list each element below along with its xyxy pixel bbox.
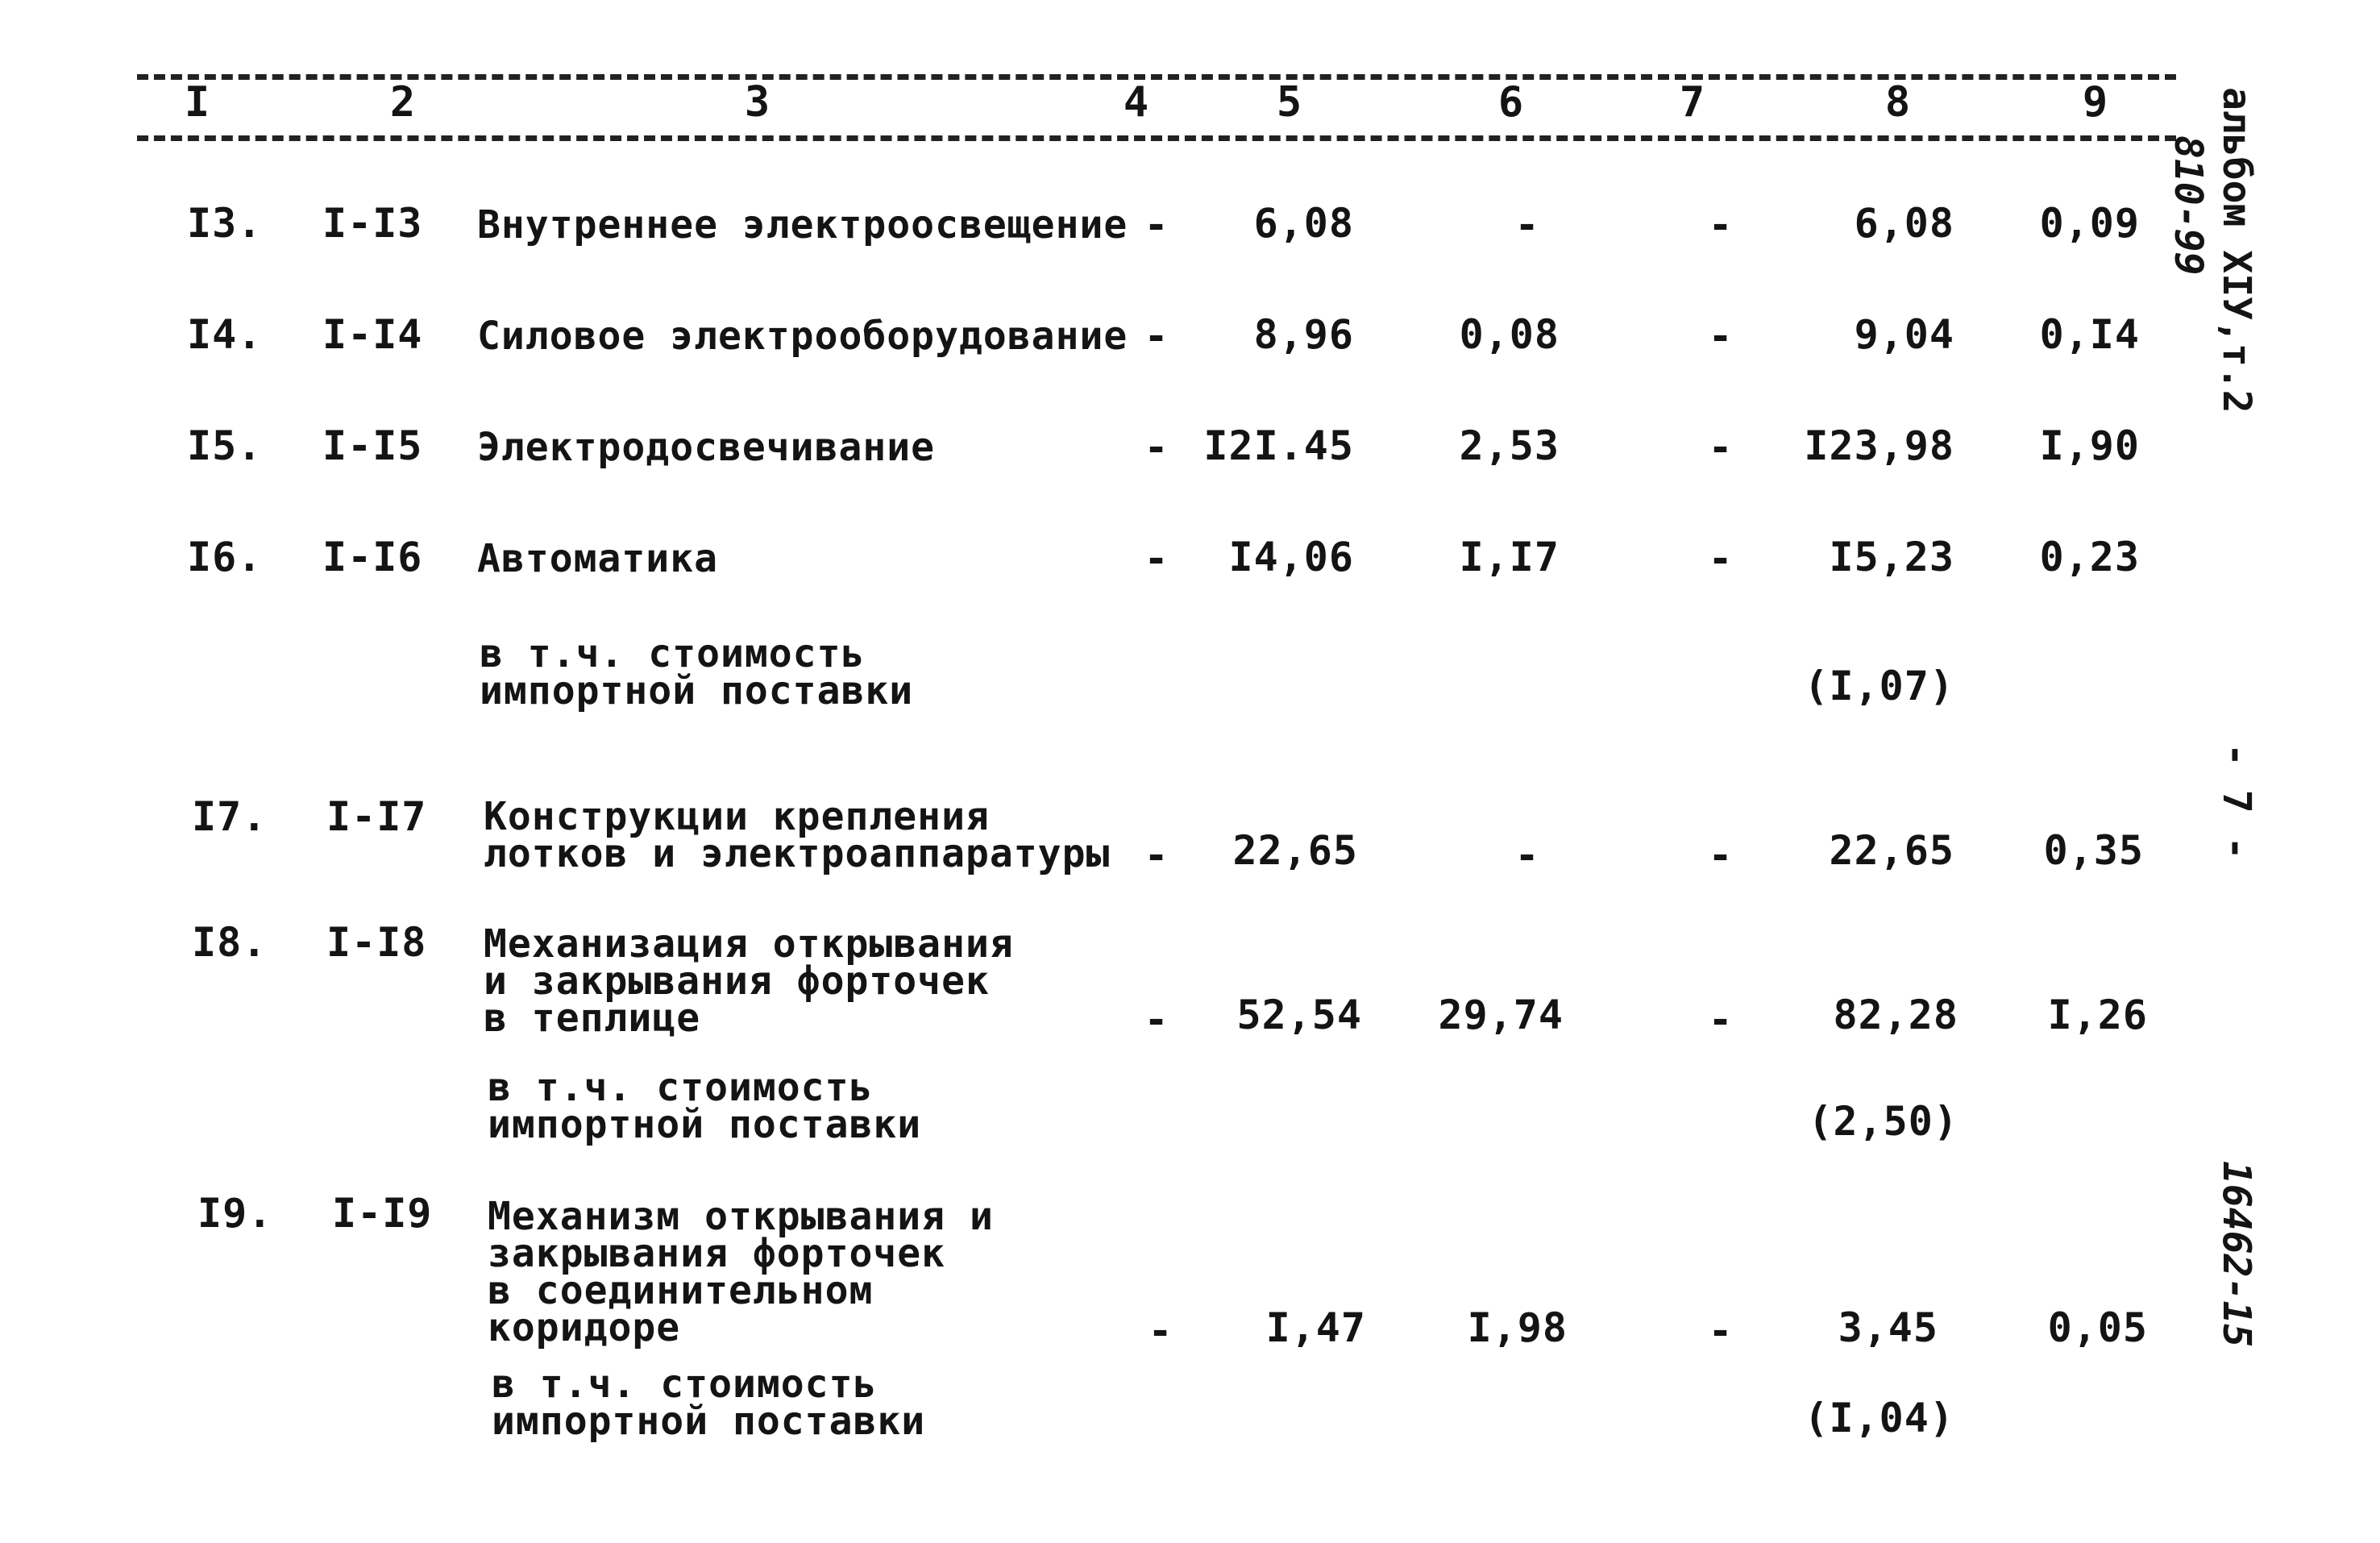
row-17-col7: -	[1708, 832, 1734, 879]
row-13-col6: -	[1514, 202, 1540, 248]
row-14-col8: 9,04	[1854, 311, 1954, 358]
row-17-name-line-2: лотков и электроаппаратуры	[484, 831, 1111, 876]
row-18-import-cost: (2,50)	[1808, 1098, 1958, 1145]
row-16-col8: I5,23	[1829, 534, 1954, 580]
row-18-col9: I,26	[2047, 992, 2148, 1038]
row-14-name: Силовое электрооборудование	[477, 314, 1128, 359]
row-15-col9: I,90	[2039, 422, 2140, 469]
table-header-top-rule	[137, 74, 2176, 80]
row-18-code: I-I8	[326, 919, 427, 966]
row-19-name-line-4: коридоре	[488, 1305, 681, 1350]
row-19-col7: -	[1708, 1308, 1734, 1354]
margin-page-number: - 7 -	[2214, 743, 2259, 860]
row-17-col9: 0,35	[2043, 827, 2144, 874]
column-number-9: 9	[2082, 78, 2109, 127]
row-18-col5: 52,54	[1236, 992, 1362, 1038]
row-17-col8: 22,65	[1829, 827, 1954, 874]
row-13-col4: -	[1144, 202, 1169, 248]
row-16-note-line-2: импортной поставки	[480, 668, 914, 713]
row-18-name-line-3: в теплице	[484, 996, 701, 1041]
row-15-col7: -	[1708, 424, 1734, 471]
row-16-name: Автоматика	[477, 536, 718, 581]
row-19-col8: 3,45	[1838, 1304, 1938, 1351]
row-19-col5: I,47	[1265, 1304, 1366, 1351]
row-16-col9: 0,23	[2039, 534, 2140, 580]
row-13-col8: 6,08	[1854, 200, 1954, 247]
row-19-name-line-1: Механизм открывания и	[488, 1194, 994, 1239]
column-number-7: 7	[1679, 78, 1706, 127]
row-19-col6: I,98	[1467, 1304, 1568, 1351]
margin-series-number: 810-99	[2166, 135, 2211, 276]
row-19-name-line-2: закрывания форточек	[488, 1231, 946, 1276]
row-18-col7: -	[1708, 996, 1734, 1043]
row-16-code: I-I6	[322, 534, 423, 580]
row-18-number: I8.	[192, 919, 268, 966]
row-15-number: I5.	[187, 422, 263, 469]
row-13-col7: -	[1708, 202, 1734, 248]
row-15-name: Электродосвечивание	[477, 425, 936, 470]
row-19-col4: -	[1148, 1308, 1173, 1354]
row-17-code: I-I7	[326, 793, 427, 840]
row-15-code: I-I5	[322, 422, 423, 469]
row-16-col4: -	[1144, 535, 1169, 582]
row-19-number: I9.	[197, 1190, 273, 1237]
row-14-col7: -	[1708, 313, 1734, 360]
column-number-2: 2	[389, 78, 417, 127]
row-17-name-line-1: Конструкции крепления	[484, 794, 990, 839]
row-19-import-cost: (I,04)	[1804, 1395, 1954, 1441]
row-16-col6: I,I7	[1459, 534, 1560, 580]
row-14-col4: -	[1144, 313, 1169, 360]
row-19-col9: 0,05	[2047, 1304, 2148, 1351]
row-14-col5: 8,96	[1253, 311, 1354, 358]
row-16-import-cost: (I,07)	[1804, 663, 1954, 709]
row-18-col6: 29,74	[1438, 992, 1564, 1038]
row-13-name: Внутреннее электроосвещение	[477, 202, 1128, 247]
row-17-number: I7.	[192, 793, 268, 840]
row-16-col7: -	[1708, 535, 1734, 582]
column-number-5: 5	[1276, 78, 1303, 127]
row-15-col8: I23,98	[1804, 422, 1954, 469]
column-number-8: 8	[1884, 78, 1912, 127]
column-number-3: 3	[744, 78, 771, 127]
row-16-col5: I4,06	[1228, 534, 1354, 580]
row-17-col6: -	[1514, 832, 1540, 879]
margin-document-number: 16462-15	[2214, 1161, 2259, 1348]
row-14-number: I4.	[187, 311, 263, 358]
margin-album-label: альбом XIУ,т.2	[2214, 87, 2259, 414]
row-14-col9: 0,I4	[2039, 311, 2140, 358]
table-header-bottom-rule	[137, 135, 2176, 141]
row-14-col6: 0,08	[1459, 311, 1560, 358]
row-15-col4: -	[1144, 424, 1169, 471]
row-19-note-line-1: в т.ч. стоимость	[492, 1362, 878, 1407]
row-13-number: I3.	[187, 200, 263, 247]
row-18-note-line-1: в т.ч. стоимость	[488, 1065, 874, 1110]
column-number-4: 4	[1123, 78, 1150, 127]
row-18-name-line-2: и закрывания форточек	[484, 959, 990, 1004]
row-16-note-line-1: в т.ч. стоимость	[480, 631, 866, 676]
row-14-code: I-I4	[322, 311, 423, 358]
row-19-name-line-3: в соединительном	[488, 1268, 874, 1313]
row-18-note-line-2: импортной поставки	[488, 1102, 922, 1147]
row-13-col5: 6,08	[1253, 200, 1354, 247]
row-17-col4: -	[1144, 832, 1169, 879]
row-19-note-line-2: импортной поставки	[492, 1399, 926, 1444]
row-15-col5: I2I.45	[1203, 422, 1354, 469]
row-18-name-line-1: Механизация открывания	[484, 921, 1014, 967]
column-number-1: I	[184, 78, 211, 127]
row-13-code: I-I3	[322, 200, 423, 247]
row-18-col4: -	[1144, 996, 1169, 1043]
row-19-code: I-I9	[332, 1190, 433, 1237]
row-13-col9: 0,09	[2039, 200, 2140, 247]
row-15-col6: 2,53	[1459, 422, 1560, 469]
column-number-6: 6	[1497, 78, 1525, 127]
row-18-col8: 82,28	[1833, 992, 1958, 1038]
row-16-number: I6.	[187, 534, 263, 580]
row-17-col5: 22,65	[1232, 827, 1358, 874]
